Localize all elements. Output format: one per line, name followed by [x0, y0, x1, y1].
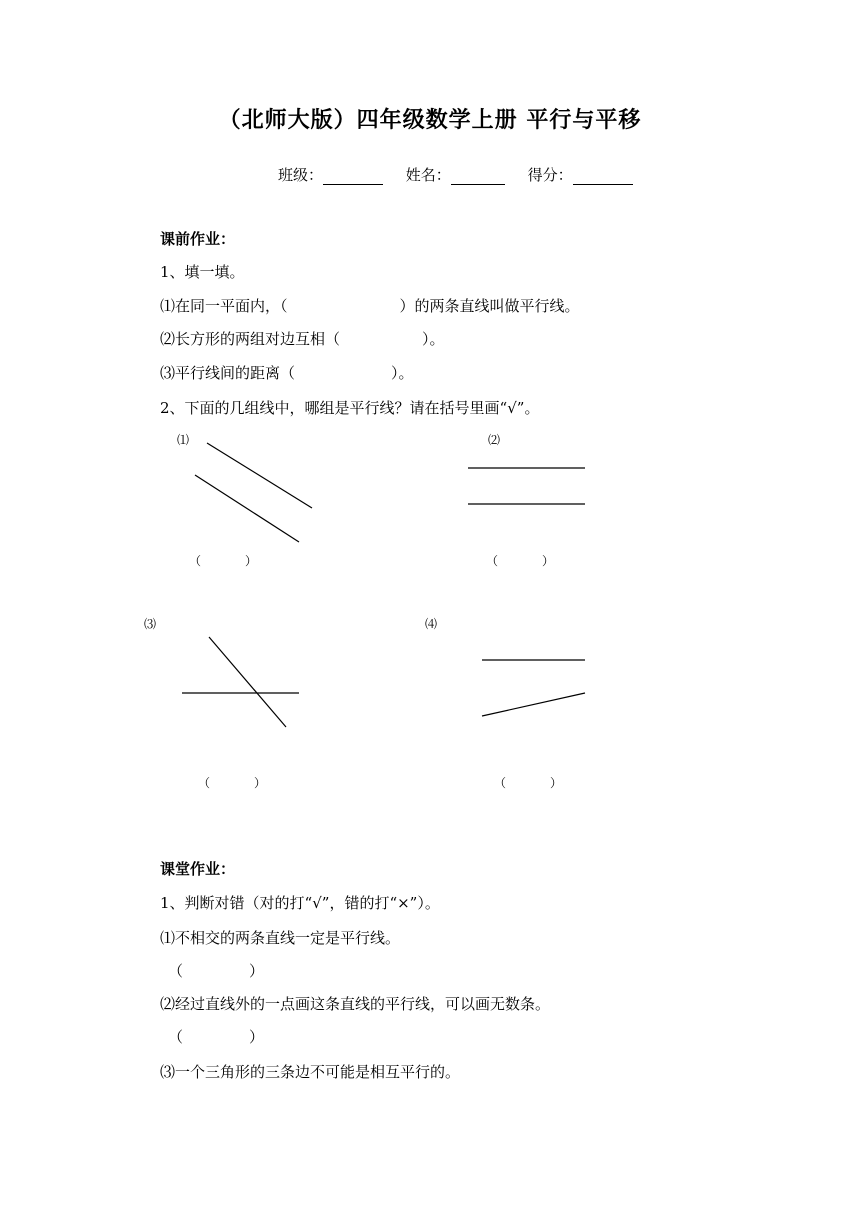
figure4-paren-open: （ — [494, 776, 507, 790]
figure2-paren-close: ） — [542, 554, 555, 568]
in-q1-title: 1、判断对错（对的打“√”，错的打“×”）。 — [160, 894, 440, 912]
in-q1-item2: ⑵经过直线外的一点画这条直线的平行线，可以画无数条。 — [160, 995, 551, 1013]
figure4-line-slanted — [482, 693, 585, 716]
pre-class-heading: 课前作业： — [160, 230, 236, 248]
pre-q1-item2-post: ）。 — [422, 330, 445, 348]
score-label: 得分： — [527, 166, 573, 184]
figure1-line-b — [195, 475, 299, 542]
in-q1-item1-paren-open: （ — [168, 962, 184, 980]
in-q1-item2-paren-open: （ — [168, 1028, 184, 1046]
figure4-paren-close: ） — [550, 776, 563, 790]
figure-label-2: ⑵ — [488, 433, 501, 447]
figure4-answer[interactable] — [494, 774, 562, 791]
in-q1-item3: ⑶一个三角形的三条边不可能是相互平行的。 — [160, 1063, 461, 1081]
figure-label-3: ⑶ — [144, 617, 157, 631]
pre-q1-item3-post: ）。 — [391, 364, 414, 382]
in-q1-item2-answer[interactable] — [168, 1026, 264, 1047]
figure1-paren-open: （ — [189, 554, 202, 568]
in-q1-item2-paren-close: ） — [249, 1028, 265, 1046]
in-class-heading: 课堂作业： — [160, 860, 236, 878]
figure2-answer[interactable] — [486, 552, 554, 569]
figure2-paren-open: （ — [486, 554, 499, 568]
figure3-answer[interactable] — [198, 774, 266, 791]
pre-q2-title: 2、下面的几组线中，哪组是平行线？请在括号里画“√”。 — [160, 399, 540, 417]
pre-q1-item3-pre: ⑶平行线间的距离（ — [160, 364, 296, 382]
figure-label-1: ⑴ — [177, 433, 190, 447]
in-q1-item1-paren-close: ） — [249, 962, 265, 980]
class-label: 班级： — [278, 166, 324, 184]
pre-q1-item2-pre: ⑵长方形的两组对边互相（ — [160, 330, 341, 348]
name-label: 姓名： — [405, 166, 451, 184]
pre-q1-title: 1、填一填。 — [160, 263, 245, 281]
figure3-line-slanted — [209, 637, 286, 727]
figure1-answer[interactable] — [189, 552, 257, 569]
page-title: （北师大版）四年级数学上册 平行与平移 — [218, 107, 642, 133]
figure3-paren-open: （ — [198, 776, 211, 790]
in-q1-item1-answer[interactable] — [168, 960, 264, 981]
pre-q1-item1-post: ）的两条直线叫做平行线。 — [399, 297, 580, 315]
figure1-line-a — [207, 443, 312, 508]
figure1-paren-close: ） — [245, 554, 258, 568]
figure3-paren-close: ） — [254, 776, 267, 790]
in-q1-item1: ⑴不相交的两条直线一定是平行线。 — [160, 929, 401, 947]
pre-q1-item1-pre: ⑴在同一平面内，（ — [160, 297, 288, 315]
figure-label-4: ⑷ — [425, 617, 438, 631]
